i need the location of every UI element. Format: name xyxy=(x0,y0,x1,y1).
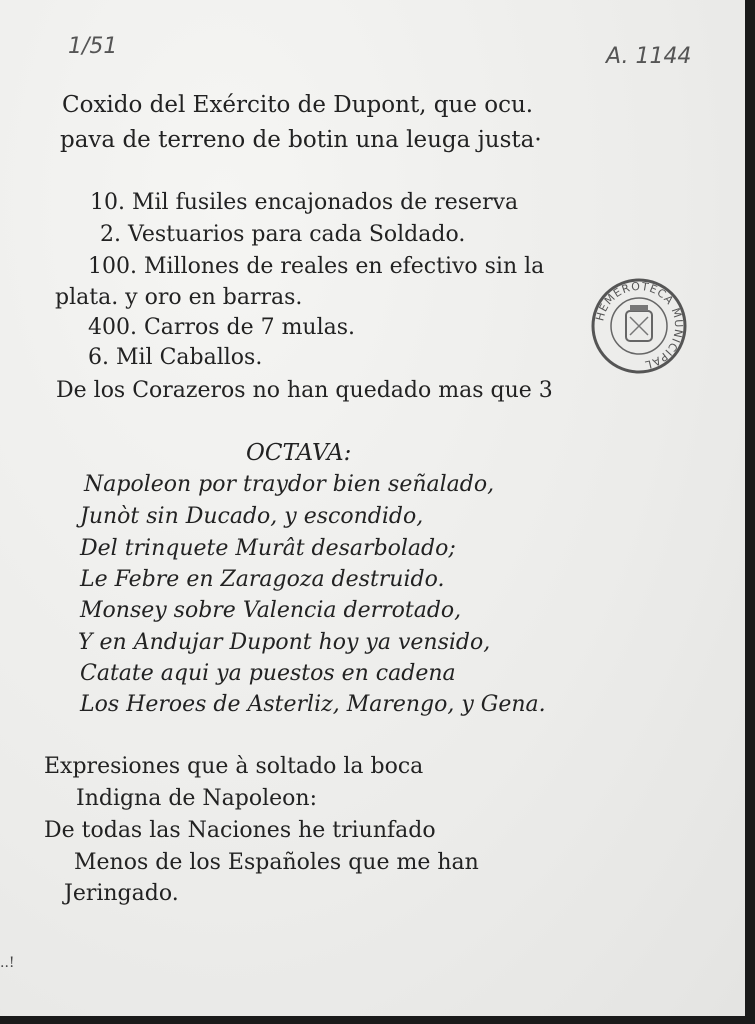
closing-line: Jeringado. xyxy=(64,881,179,906)
verse-line: Le Febre en Zaragoza destruido. xyxy=(80,567,445,592)
list-item: 2. Vestuarios para cada Soldado. xyxy=(100,222,466,247)
verse-line: Y en Andujar Dupont hoy ya vensido, xyxy=(78,630,491,655)
edge-mark: ..! xyxy=(0,955,15,971)
verse-line: Junòt sin Ducado, y escondido, xyxy=(80,504,424,529)
verse-line: Catate aqui ya puestos en cadena xyxy=(80,661,456,686)
verse-line: Los Heroes de Asterliz, Marengo, y Gena. xyxy=(80,692,546,717)
intro-line-1: Coxido del Exército de Dupont, que ocu. xyxy=(62,92,534,118)
closing-line: Menos de los Españoles que me han xyxy=(74,850,479,875)
octava-title: OCTAVA: xyxy=(246,440,352,466)
list-item: 100. Millones de reales en efectivo sin la xyxy=(88,254,545,279)
closing-line: Indigna de Napoleon: xyxy=(76,786,318,811)
list-item: 400. Carros de 7 mulas. xyxy=(88,315,356,340)
catalog-annotation: A. 1144 xyxy=(606,44,692,69)
intro-line-2: pava de terreno de botin una leuga justa· xyxy=(60,127,542,153)
folio-annotation: 1/51 xyxy=(68,34,118,59)
closing-line: De todas las Naciones he triunfado xyxy=(44,818,436,843)
verse-line: Monsey sobre Valencia derrotado, xyxy=(80,598,462,623)
list-item: 6. Mil Caballos. xyxy=(88,345,263,370)
list-item: plata. y oro en barras. xyxy=(55,285,303,310)
closing-line: Expresiones que à soltado la boca xyxy=(44,754,424,779)
list-item: De los Corazeros no han quedado mas que 3 xyxy=(56,378,553,403)
svg-text:HEMEROTECA MUNICIPAL: HEMEROTECA MUNICIPAL xyxy=(593,279,686,372)
verse-line: Del trinquete Murât desarbolado; xyxy=(80,536,456,561)
library-stamp xyxy=(590,277,688,375)
verse-line: Napoleon por traydor bien señalado, xyxy=(84,472,495,497)
list-item: 10. Mil fusiles encajonados de reserva xyxy=(90,190,519,215)
